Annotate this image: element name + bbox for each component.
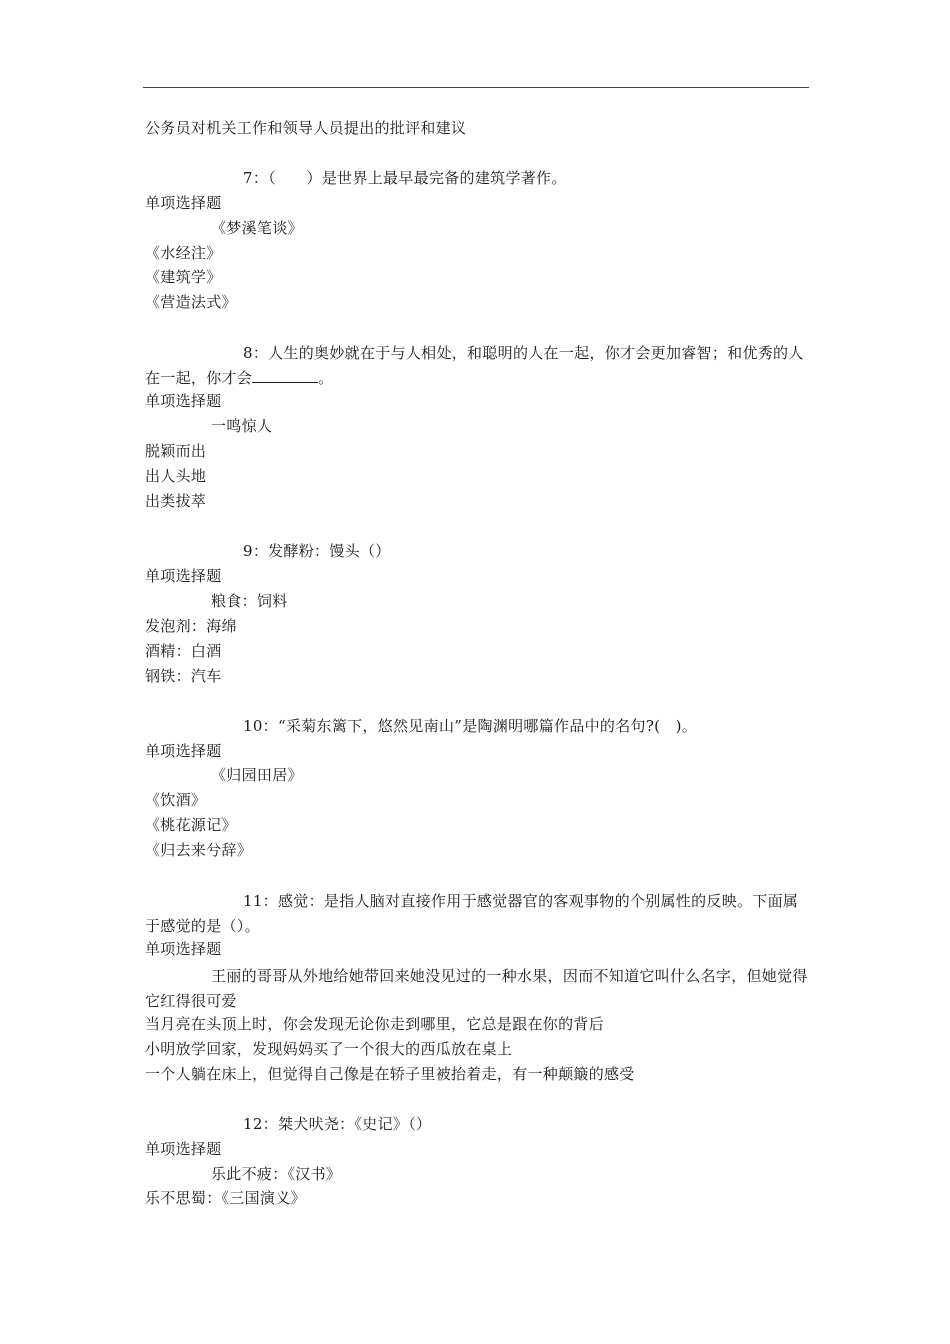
question-10-option-a: 《归园田居》 — [211, 766, 303, 784]
question-10-stem: 10：“采菊东篱下，悠然见南山”是陶渊明哪篇作品中的名句?( )。 — [243, 717, 698, 735]
question-8-option-d: 出类拔萃 — [145, 492, 207, 510]
question-11-type: 单项选择题 — [145, 940, 222, 958]
question-11-option-b: 当月亮在头顶上时，你会发现无论你走到哪里，它总是跟在你的背后 — [145, 1015, 605, 1033]
question-10-option-b: 《饮酒》 — [145, 791, 207, 809]
question-11-option-a: 王丽的哥哥从外地给她带回来她没见过的一种水果，因而不知道它叫什么名字，但她觉得它红得很可爱 — [145, 967, 808, 1010]
header-rule — [143, 87, 809, 88]
question-9-option-d: 钢铁：汽车 — [145, 667, 222, 685]
question-8-stem — [145, 341, 809, 390]
question-12-stem: 12：桀犬吠尧：《史记》（） — [243, 1115, 432, 1133]
question-12-option-b: 乐不思蜀：《三国演义》 — [145, 1189, 306, 1207]
question-9-option-c: 酒精：白酒 — [145, 642, 222, 660]
question-12-option-a: 乐此不疲：《汉书》 — [211, 1165, 342, 1183]
question-7-option-d: 《营造法式》 — [145, 293, 237, 311]
question-8-stem-text: 8：人生的奥妙就在于与人相处，和聪明的人在一起，你才会更加睿智；和优秀的人在一起，你才会 — [145, 344, 804, 387]
question-7-option-a: 《梦溪笔谈》 — [211, 219, 303, 237]
question-9-type: 单项选择题 — [145, 567, 222, 585]
question-9-stem: 9：发酵粉：馒头（） — [243, 542, 391, 560]
question-8-type: 单项选择题 — [145, 392, 222, 410]
previous-answer-line: 公务员对机关工作和领导人员提出的批评和建议 — [145, 119, 467, 137]
question-8-blank — [252, 368, 318, 383]
question-8-stem-end: 。 — [318, 368, 334, 387]
question-11-option-c: 小明放学回家，发现妈妈买了一个很大的西瓜放在桌上 — [145, 1040, 513, 1058]
question-9-option-a: 粮食：饲料 — [211, 592, 288, 610]
question-10-option-c: 《桃花源记》 — [145, 816, 237, 834]
question-7-option-b: 《水经注》 — [145, 244, 222, 262]
question-7-option-c: 《建筑学》 — [145, 268, 222, 286]
question-11-stem: 11：感觉：是指人脑对直接作用于感觉器官的客观事物的个别属性的反映。下面属于感觉的是（）。 — [145, 892, 799, 935]
question-8-option-b: 脱颖而出 — [145, 442, 207, 460]
question-10-type: 单项选择题 — [145, 742, 222, 760]
question-7-stem: 7：（ ）是世界上最早最完备的建筑学著作。 — [243, 169, 567, 187]
question-10-option-d: 《归去来兮辞》 — [145, 841, 253, 859]
question-7-type: 单项选择题 — [145, 194, 222, 212]
question-9-option-b: 发泡剂：海绵 — [145, 617, 237, 635]
question-12-type: 单项选择题 — [145, 1140, 222, 1158]
question-11-option-d: 一个人躺在床上，但觉得自己像是在轿子里被抬着走，有一种颠簸的感受 — [145, 1065, 635, 1083]
question-8-option-c: 出人头地 — [145, 467, 207, 485]
question-8-option-a: 一鸣惊人 — [211, 417, 273, 435]
